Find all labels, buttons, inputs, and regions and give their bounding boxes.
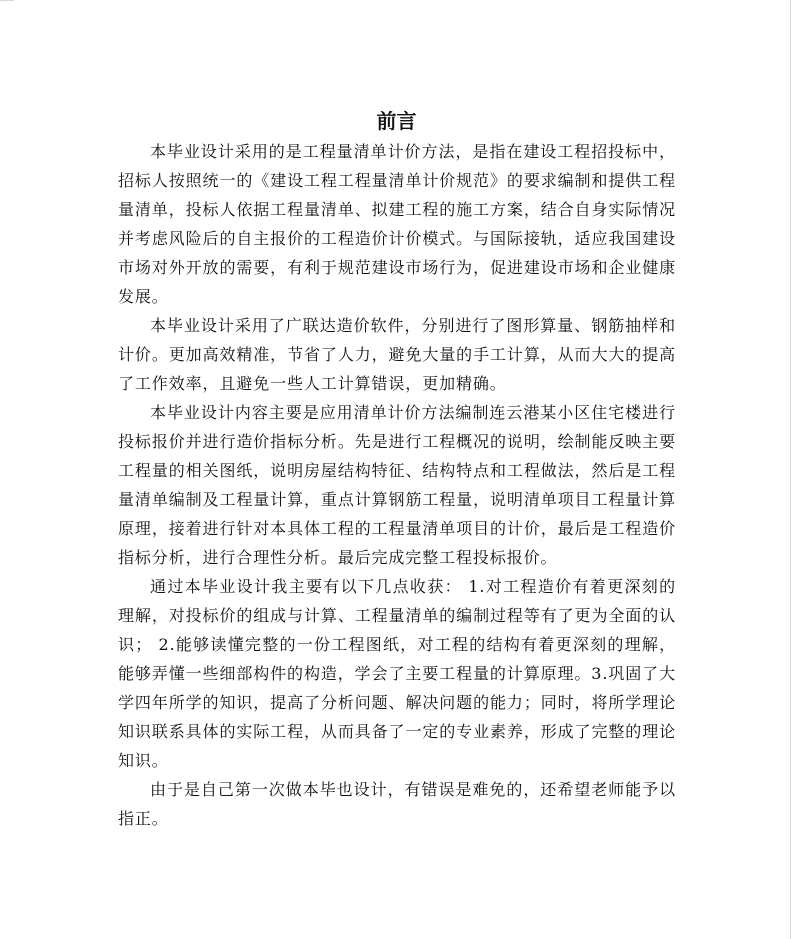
paragraph-1: 本毕业设计采用的是工程量清单计价方法，是指在建设工程招投标中，招标人按照统一的《建设工程工程量清单计价规范》的要求编制和提供工程量清单，投标人依据工程量清单、拟建工程的施工方案，结合自身实际情况并考虑风险后的自主报价的工程造价计价模式。与国际接轨，适应我国建设市场对外开放的需要，有利于规范建设市场行为，促进建设市场和企业健康发展。: [118, 142, 676, 306]
document-body: [118, 137, 676, 833]
paragraph-5: 由于是自己第一次做本毕也设计，有错误是难免的，还希望老师能予以指正。: [118, 780, 676, 828]
paragraph-3: 本毕业设计内容主要是应用清单计价方法编制连云港某小区住宅楼进行投标报价并进行造价指标分析。先是进行工程概况的说明，绘制能反映主要工程量的相关图纸，说明房屋结构特征、结构特点和工程做法，然后是工程量清单编制及工程量计算，重点计算钢筋工程量，说明清单项目工程量计算原理，接着进行针对本具体工程的工程量清单项目的计价，最后是工程造价指标分析，进行合理性分析。最后完成完整工程投标报价。: [118, 403, 676, 567]
page-edge-line: [790, 0, 791, 939]
page-corner-mark: [0, 0, 14, 1]
paragraph-2: 本毕业设计采用了广联达造价软件，分别进行了图形算量、钢筋抽样和计价。更加高效精准，节省了人力，避免大量的手工计算，从而大大的提高了工作效率，且避免一些人工计算错误，更加精确。: [118, 316, 676, 393]
paragraph-4: 通过本毕业设计我主要有以下几点收获： 1.对工程造价有着更深刻的理解，对投标价的组成与计算、工程量清单的编制过程等有了更为全面的认识； 2.能够读懂完整的一份工程图纸，对工程的结构有着更深刻的理解，能够弄懂一些细部构件的构造，学会了主要工程量的计算原理。3.巩固了大学四年所学的知识，提高了分析问题、解决问题的能力；同时，将所学理论知识联系具体的实际工程，从而具备了一定的专业素养，形成了完整的理论知识。: [118, 577, 676, 770]
page-title: 前言: [376, 109, 417, 133]
